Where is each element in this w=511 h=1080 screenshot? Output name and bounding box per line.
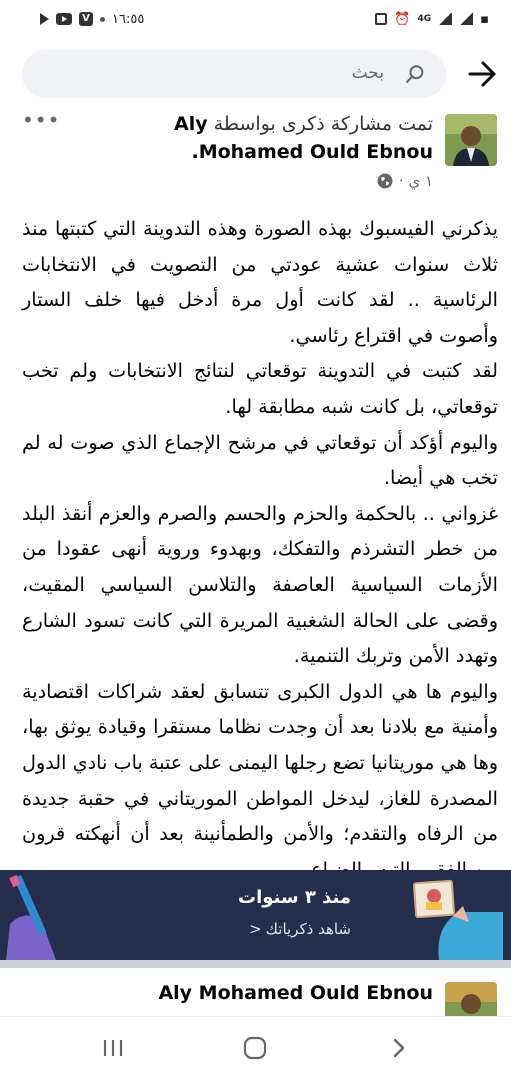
- recent-apps-icon[interactable]: [98, 1035, 128, 1061]
- section-divider: [0, 960, 511, 968]
- system-navigation-bar: [0, 1016, 511, 1080]
- memories-banner[interactable]: [0, 870, 511, 960]
- search-icon: [404, 63, 426, 85]
- more-options-icon[interactable]: •••: [22, 108, 61, 132]
- home-icon[interactable]: [240, 1035, 270, 1061]
- next-post-header: [0, 968, 511, 1016]
- status-bar: [0, 0, 511, 38]
- globe-icon: [377, 173, 393, 189]
- post-time: ١ ي ·: [398, 172, 433, 190]
- status-time: ١٦:٥٥: [112, 11, 145, 27]
- media-playing-icon: [40, 13, 49, 25]
- alarm-icon: ⏰: [394, 11, 411, 27]
- memories-title: منذ ٣ سنوات: [237, 887, 351, 908]
- status-icons-left: [40, 12, 144, 27]
- chevron-left-icon: <: [249, 920, 262, 938]
- post-paragraph: واليوم أؤكد أن توقعاتي في مرشح الإجماع الذي صوت له لم تخب هي أيضا.: [22, 430, 498, 490]
- back-arrow-icon[interactable]: [467, 60, 497, 88]
- pencil-illustration-icon: [6, 874, 86, 960]
- search-input[interactable]: [22, 50, 446, 98]
- post-meta: [377, 172, 433, 190]
- next-post-author-name[interactable]: Aly Mohamed Ould Ebnou: [158, 982, 433, 1004]
- post-paragraph: يذكرني الفيسبوك بهذه الصورة وهذه التدوينة التي كتبتها منذ ثلاث سنوات عشية عودتي من التصويت في الانتخابات الرئاسية .. لقد كانت أول مرة أدخل فيها خلف الستار وأصوت في اقتراع رئاسي.: [22, 217, 498, 347]
- post-paragraph: غزواني .. بالحكمة والحزم والحسم والصرم والعزم أنقذ البلد من خطر التشرذم والتفكك، وبهدوء وروية أنهى عقودا من الأزمات السياسية العاصفة والتلاسن السياسي المقيت، وقضى على الحالة الشغبية المريرة التي كانت تسود الشارع وتهدد الأمن وتربك التنمية.: [22, 501, 498, 668]
- post-paragraph: واليوم ها هي الدول الكبرى تتسابق لعقد شراكات اقتصادية وأمنية مع بلادنا بعد أن وجدت نظاما مستقرا وقيادة يوثق بها، وها هي موريتانيا تضع رجلها اليمنى على عتبة باب نادي الدول المصدرة للغاز، ليدخل المواطن الموريتاني في حقبة جديدة من الرفاه والتقدم؛ والأمن والطمأنينة بعد أن أنهكته قرون: [22, 679, 498, 846]
- post-paragraph: لقد كتبت في التدوينة توقعاتي لنتائج الانتخابات ولم تخب توقعاتي، بل كانت شبه مطابقة لها.: [22, 359, 498, 418]
- see-memories-label: شاهد ذكرياتك: [265, 920, 351, 938]
- sim-icon: ▪: [480, 11, 489, 27]
- shared-memory-text: تمت مشاركة ذكرى بواسطة: [213, 113, 433, 135]
- youtube-icon: [56, 13, 72, 25]
- search-header: [0, 48, 511, 102]
- signal-icon: [438, 13, 452, 25]
- viber-icon: V: [79, 12, 93, 26]
- notification-dot-icon: [100, 17, 105, 22]
- battery-icon: [375, 13, 387, 25]
- post-title: تمت مشاركة ذكرى بواسطة Aly Mohamed Ould Ebnou.: [174, 113, 433, 163]
- avatar[interactable]: [445, 114, 497, 166]
- network-type-label: 4G: [417, 13, 432, 24]
- back-icon[interactable]: [384, 1035, 414, 1061]
- post-body: [22, 211, 498, 887]
- status-icons-right: [375, 12, 489, 27]
- see-memories-link[interactable]: [249, 920, 351, 938]
- post-header: [0, 106, 511, 201]
- memories-illustration-icon: [409, 876, 503, 960]
- search-placeholder: بحث: [351, 63, 384, 83]
- post-author-name[interactable]: Aly Mohamed Ould Ebnou: [174, 113, 433, 163]
- avatar[interactable]: [445, 982, 497, 1016]
- signal-icon: [459, 13, 473, 25]
